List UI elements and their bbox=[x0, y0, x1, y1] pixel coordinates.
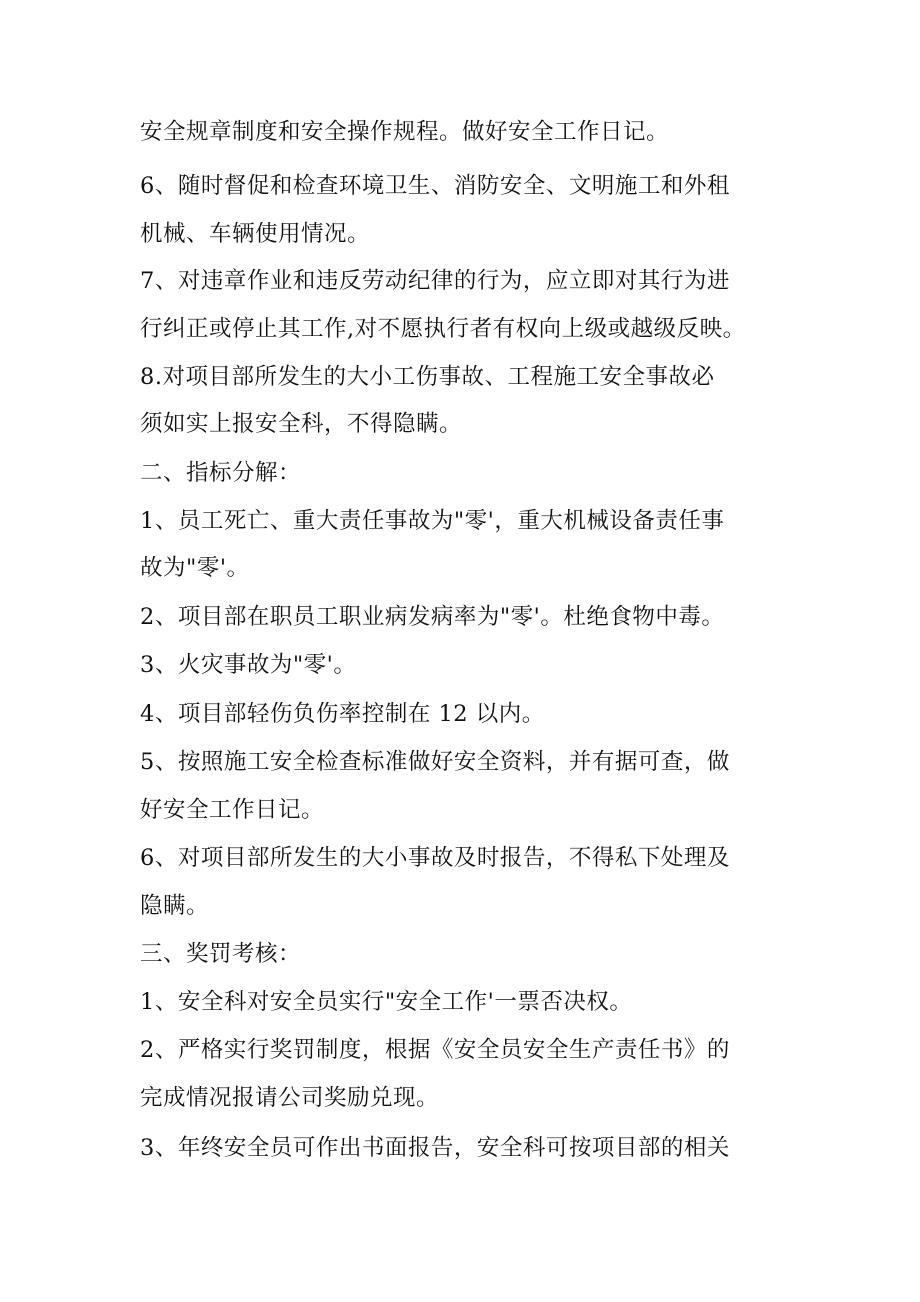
text-line: 5、按照施工安全检查标准做好安全资料，并有据可查，做 bbox=[140, 749, 730, 775]
section-heading: 三、奖罚考核： bbox=[140, 941, 302, 967]
text-line: 隐瞒。 bbox=[140, 893, 210, 919]
text-line: 3、火灾事故为"零'。 bbox=[140, 652, 357, 678]
text-line: 6、对项目部所发生的大小事故及时报告，不得私下处理及 bbox=[140, 845, 730, 871]
text-line: 1、员工死亡、重大责任事故为"零'，重大机械设备责任事 bbox=[140, 508, 725, 534]
text-line: 1、安全科对安全员实行"安全工作'一票否决权。 bbox=[140, 989, 633, 1015]
text-line: 故为"零'。 bbox=[140, 555, 250, 581]
text-line: 行纠正或停止其工作,对不愿执行者有权向上级或越级反映。 bbox=[140, 316, 746, 342]
text-line: 3、年终安全员可作出书面报告，安全科可按项目部的相关 bbox=[140, 1135, 730, 1161]
text-line: 好安全工作日记。 bbox=[140, 797, 325, 823]
section-heading: 二、指标分解： bbox=[140, 460, 302, 486]
text-line: 2、严格实行奖罚制度，根据《安全员安全生产责任书》的 bbox=[140, 1037, 730, 1063]
text-line: 7、对违章作业和违反劳动纪律的行为，应立即对其行为进 bbox=[140, 268, 730, 294]
text-line: 8.对项目部所发生的大小工伤事故、工程施工安全事故必 bbox=[140, 364, 715, 390]
text-line: 完成情况报请公司奖励兑现。 bbox=[140, 1085, 440, 1111]
text-line: 4、项目部轻伤负伤率控制在 12 以内。 bbox=[140, 701, 545, 727]
text-line: 机械、车辆使用情况。 bbox=[140, 221, 371, 247]
text-line: 6、随时督促和检查环境卫生、消防安全、文明施工和外租 bbox=[140, 173, 730, 199]
text-line: 2、项目部在职员工职业病发病率为"零'。杜绝食物中毒。 bbox=[140, 604, 725, 630]
text-line: 安全规章制度和安全操作规程。做好安全工作日记。 bbox=[140, 119, 670, 145]
text-line: 须如实上报安全科，不得隐瞒。 bbox=[140, 411, 463, 437]
